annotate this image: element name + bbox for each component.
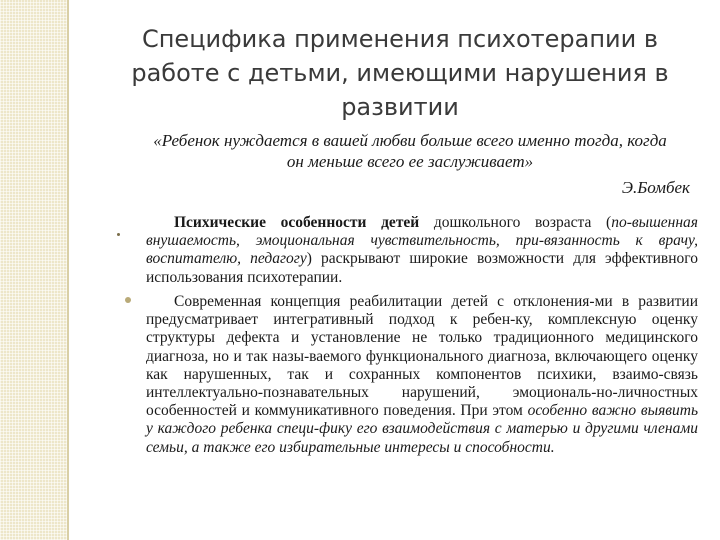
- bullet-marker-1: [117, 233, 120, 236]
- epigraph-quote: «Ребенок нуждается в вашей любви больше всего именно тогда, когда он меньше всего ее заслуживает»: [153, 131, 667, 171]
- paragraph-italic-list: по-вышенная внушаемость, эмоциональная чувствительность, при-вязанность к врачу, воспитателю, педагогу: [146, 214, 699, 268]
- epigraph-author: Э.Бомбек: [621, 178, 690, 197]
- paragraph-italic-emphasis: особенно важно выявить у каждого ребенка специ-фику его взаимодействия с матерью и другими членами семьи, а также его избирательные интересы и способности.: [146, 402, 699, 456]
- slide-title: Специфика применения психотерапии в работе с детьми, имеющими нарушения в развитии: [131, 25, 669, 121]
- paragraph-lead-bold: Психические особенности детей: [174, 214, 420, 231]
- paragraph-text-end: ) раскрывают широкие возможности для эффективного использования психотерапии.: [146, 250, 698, 286]
- paragraph-text: Современная концепция реабилитации детей с отклонения-ми в развитии предусматривает интегративный подход к ребен-ку, комплексную оценку структуры дефекта и установление не только традиционного медицинского диагноза, но и так назы-ваемого функционального диагноза, включающего оценку как нарушенных, так и сохранных компонентов психики, взаимо-связь интеллектуально-познавательных нарушений, эмоциональ-но-личностных особенностей и коммуникативного поведения. При этом: [146, 293, 698, 420]
- paragraph-text: дошкольного возраста (: [419, 214, 612, 231]
- paragraph-psychological-features: [146, 214, 698, 287]
- bullet-marker-2: [125, 297, 131, 303]
- decorative-side-band: [0, 0, 67, 540]
- paragraph-rehabilitation-concept: [146, 293, 698, 457]
- band-divider: [67, 0, 69, 540]
